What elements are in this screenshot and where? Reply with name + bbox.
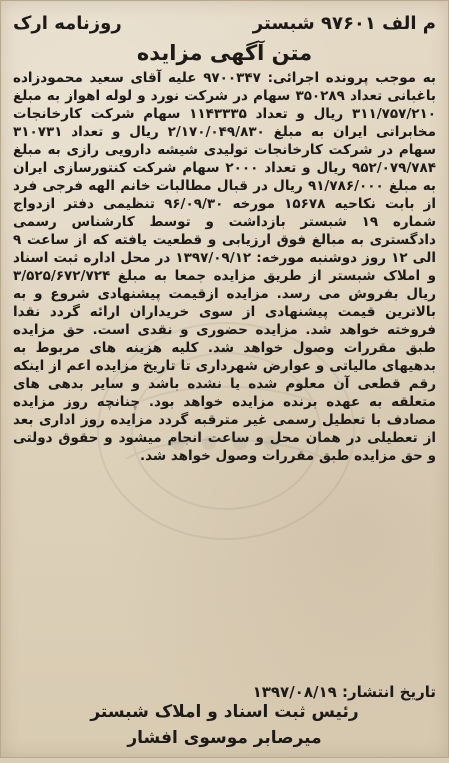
signature-name: میرصابر موسوی افشار xyxy=(127,728,322,748)
newspaper-name: روزنامه ارک xyxy=(13,13,122,34)
publish-date: تاریخ انتشار: ۱۳۹۷/۰۸/۱۹ xyxy=(252,683,436,701)
signature-title: رئیس ثبت اسناد و املاک شبستر xyxy=(90,702,359,722)
notice-title: متن آگهی مزایده xyxy=(136,41,313,65)
notice-code: م الف ۹۷۶۰۱ شبستر xyxy=(252,13,436,34)
notice-paragraph: به موجب پرونده اجرائی: ۹۷۰۰۳۴۷ علیه آقای سعید محمودزاده باغبانی تعداد ۳۵۰۲۸۹ سهام در شرکت نورد و لوله اهواز به مبلغ ۳۱۱/۷۵۷/۲۱۰ ریال و تعداد ۱۱۴۳۳۳۵ سهام شرکت کارخانجات مخابراتی ایران به مبلغ ۲/۱۷۰/۰۴۹/۸۳۰ ریال و تعداد ۳۱۰۷۳۱ سهام در شرکت کارخانجات تولیدی شیشه دارویی رازی به مبلغ ۹۵۲/۰۷۹/۷۸۴ ریال و تعداد ۲۰۰۰ سهام شرکت کنتورسازی ایران به مبلغ ۹۱/۷۸۶/۰۰۰ ریال در قبال مطالبات خانم الهه فرجی فرد از بابت نکاحیه ۱۵۶۷۸ مورخه ۹۶/۰۹/۳۰ تنظیمی دفتر ازدواج شماره ۱۹ شبستر بازداشت و توسط کارشناس رسمی دادگستری به مبالغ فوق ارزیابی و قطعیت یافته که از ساعت ۹ الی ۱۲ روز دوشنبه مورخه: ۱۳۹۷/۰۹/۱۲ در محل اداره ثبت اسناد و املاک شبستر از طریق مزایده جمعا به مبلغ ۳/۵۲۵/۶۷۲/۷۲۴ ریال بفروش می رسد. مزایده ازقیمت پیشنهادی شروع و به بالاترین قیمت پیشنهادی از سوی خریداران ارائه گردد نقدا فروخته خواهد شد. مزایده حضوری و نقدی است. حق مزایده طبق مقررات وصول خواهد شد. کلیه هزینه های مربوط به بدهیهای مالیاتی و عوارض شهرداری تا تاریخ مزایده اعم از اینکه رقم قطعی آن معلوم شده یا نشده باشد و سایر بدهی های متعلقه به عهده برنده مزایده خواهد بود. چنانچه روز مزایده مصادف با تعطیل رسمی غیر مترقبه گردد مزایده روز اداری بعد از تعطیلی در همان محل و ساعت انجام میشود و حقوق دولتی و حق مزایده طبق مقررات وصول خواهد شد. xyxy=(13,70,437,464)
clipping-header xyxy=(13,9,436,39)
notice-body xyxy=(13,69,436,679)
